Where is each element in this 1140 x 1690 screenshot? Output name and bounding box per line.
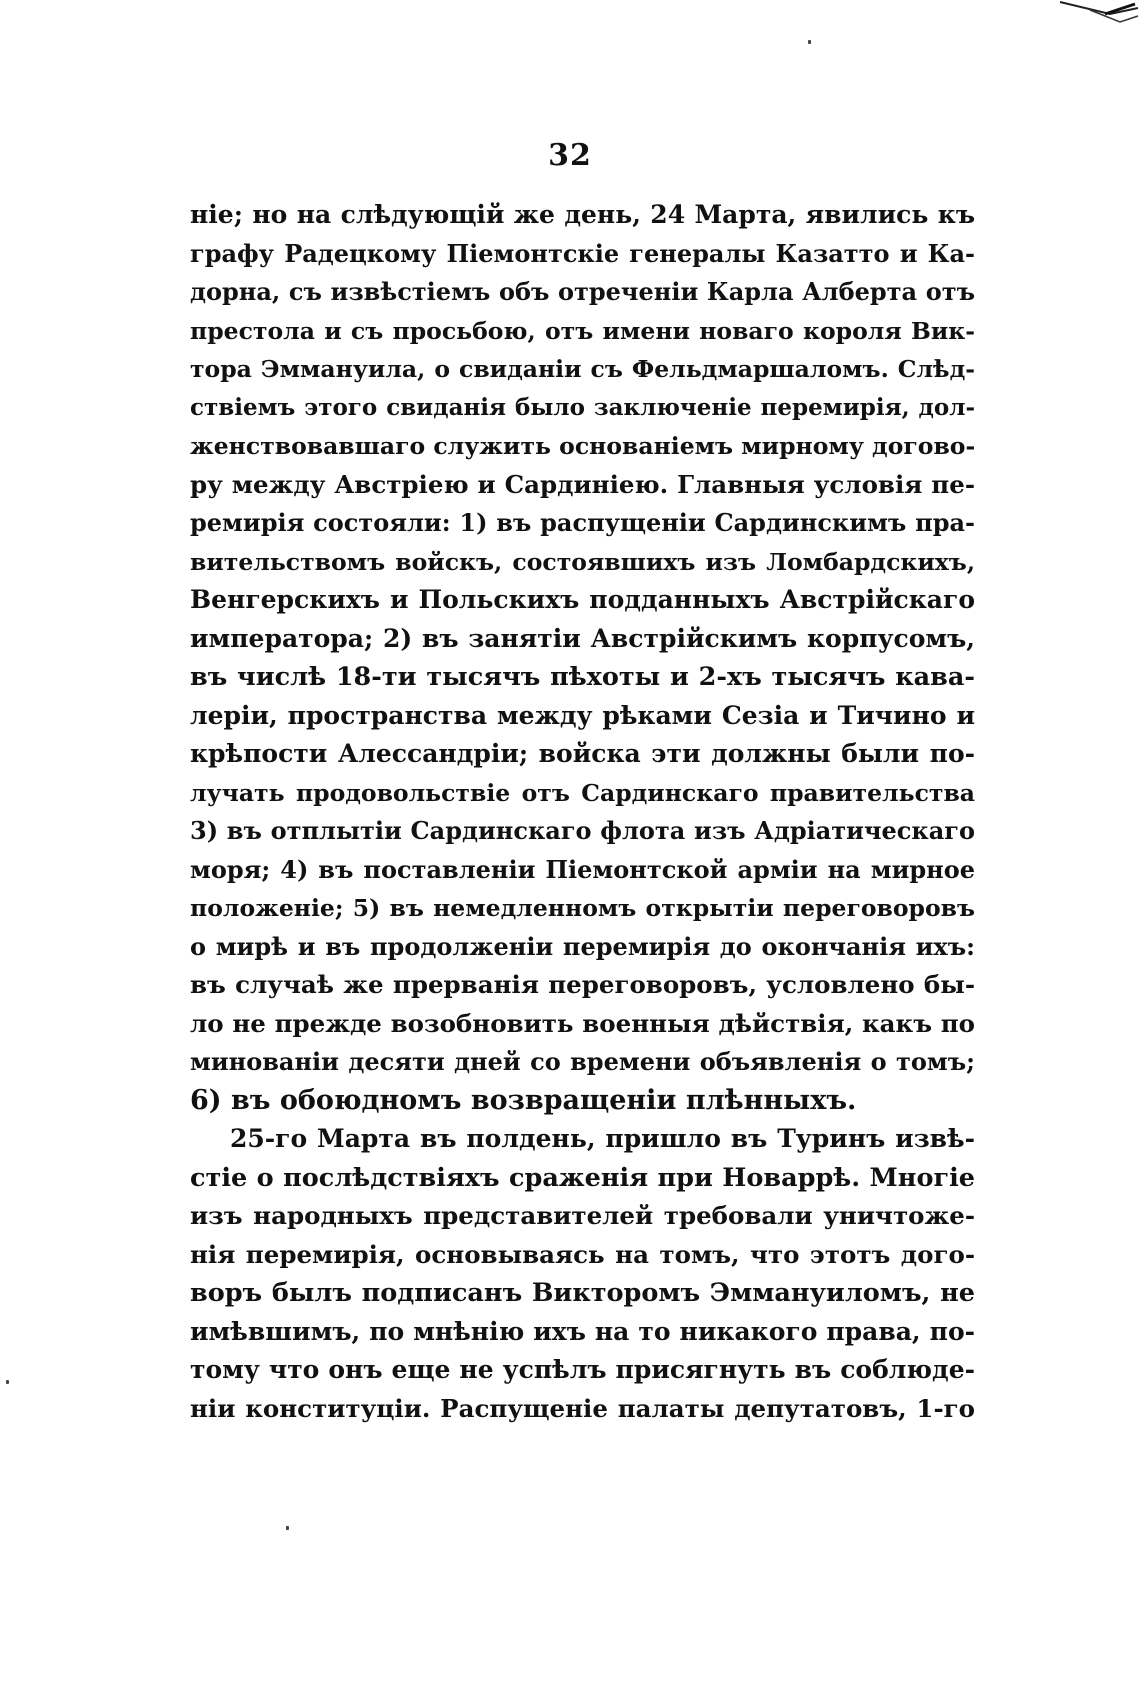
text-line: воръ былъ подписанъ Викторомъ Эммануиломъ, не [190, 1278, 975, 1308]
scan-speck [6, 1380, 9, 1384]
text-line: дорна, съ извѣстіемъ объ отреченіи Карла Алберта отъ [190, 277, 975, 306]
text-line: леріи, пространства между рѣками Сезіа и Тичино и [190, 700, 975, 730]
text-line: ствіемъ этого свиданія было заключеніе перемирія, дол- [190, 393, 975, 421]
text-line: ру между Австріею и Сардиніею. Главныя условія пе- [190, 469, 975, 499]
text-line: ремирія состояли: 1) въ распущеніи Сардинскимъ пра- [190, 508, 975, 537]
text-line: 3) въ отплытіи Сардинскаго флота изъ Адріатическаго [190, 816, 975, 845]
text-line: престола и съ просьбою, отъ имени новаго короля Вик- [190, 316, 975, 345]
text-line: стіе о послѣдствіяхъ сраженія при Новаррѣ. Многіе [190, 1162, 975, 1193]
text-line: лучать продовольствіе отъ Сардинскаго правительства [190, 778, 975, 807]
text-line: женствовавшаго служить основаніемъ мирному догово- [190, 432, 975, 460]
text-line: ніе; но на слѣдующій же день, 24 Марта, явились къ [190, 200, 975, 229]
body-text [190, 196, 975, 1428]
text-line: ніи конституціи. Распущеніе палаты депутатовъ, 1-го [190, 1393, 975, 1423]
text-line: въ случаѣ же прерванія переговоровъ, условлено бы- [190, 970, 975, 999]
text-line-paragraph-start: 25-го Марта въ полдень, пришло въ Туринъ извѣ- [230, 1124, 975, 1153]
corner-scan-artifact [1050, 0, 1140, 40]
text-line: тому что онъ еще не успѣлъ присягнуть въ соблюде- [190, 1355, 975, 1384]
text-line: нія перемирія, основываясь на томъ, что этотъ дого- [190, 1239, 975, 1269]
text-line-paragraph-end: 6) въ обоюдномъ возвращеніи плѣнныхъ. [190, 1084, 857, 1116]
text-line: императора; 2) въ занятіи Австрійскимъ корпусомъ, [190, 623, 975, 653]
text-line: положеніе; 5) въ немедленномъ открытіи переговоровъ [190, 894, 975, 922]
scan-speck [286, 1526, 289, 1530]
page-number: 32 [548, 138, 592, 173]
text-line: о мирѣ и въ продолженіи перемирія до окончанія ихъ: [190, 931, 975, 961]
text-line: минованіи десяти дней со времени объявленія о томъ; [190, 1047, 975, 1076]
text-line: имѣвшимъ, по мнѣнію ихъ на то никакого права, по- [190, 1316, 975, 1346]
text-line: Венгерскихъ и Польскихъ подданныхъ Австрійскаго [190, 585, 975, 614]
text-line: въ числѣ 18-ти тысячъ пѣхоты и 2-хъ тысячъ кава- [190, 662, 975, 692]
text-line: моря; 4) въ поставленіи Піемонтской арміи на мирное [190, 854, 975, 884]
text-line: тора Эммануила, о свиданіи съ Фельдмаршаломъ. Слѣд- [190, 355, 975, 383]
text-line: графу Радецкому Піемонтскіе генералы Казатто и Ка- [190, 238, 975, 268]
text-line: вительствомъ войскъ, состоявшихъ изъ Ломбардскихъ, [190, 547, 975, 576]
text-line: ло не прежде возобновить военныя дѣйствія, какъ по [190, 1008, 975, 1038]
text-line: крѣпости Алессандріи; войска эти должны были по- [190, 739, 975, 768]
text-line: изъ народныхъ представителей требовали уничтоже- [190, 1201, 975, 1230]
scan-speck [808, 40, 811, 44]
